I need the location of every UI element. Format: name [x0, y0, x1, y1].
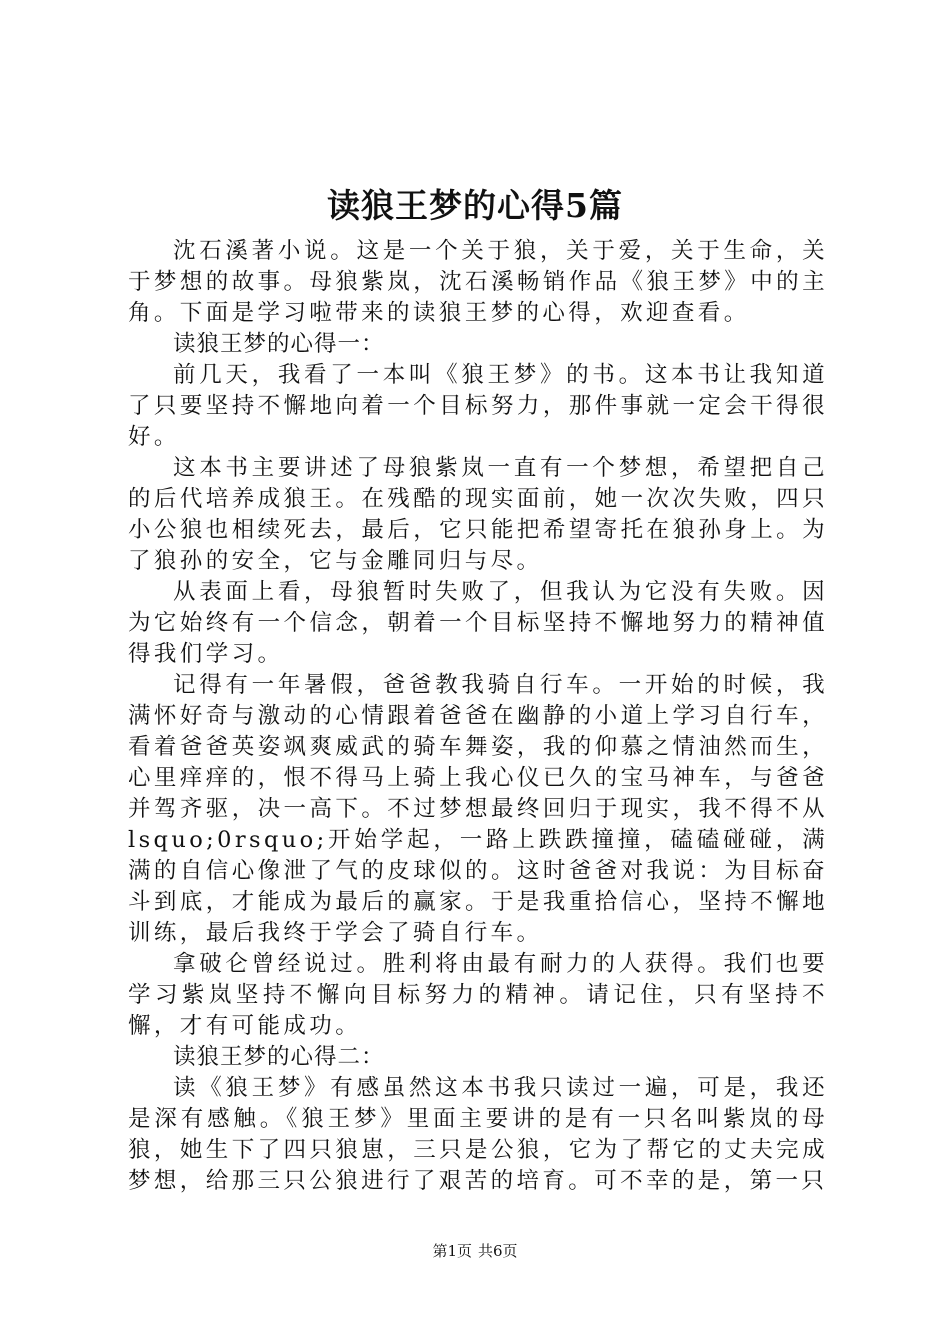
document-title: 读狼王梦的心得5篇 — [327, 186, 623, 225]
body-paragraph: 前几天，我看了一本叫《狼王梦》的书。这本书让我知道了只要坚持不懈地向着一个目标努力，那件事就一定会干得很好。 — [128, 362, 828, 450]
intro-paragraph: 沈石溪著小说。这是一个关于狼，关于爱，关于生命，关于梦想的故事。母狼紫岚，沈石溪畅销作品《狼王梦》中的主角。下面是学习啦带来的读狼王梦的心得，欢迎查看。 — [128, 238, 828, 326]
page-total: 共6页 — [478, 1242, 518, 1260]
body-paragraph: 从表面上看，母狼暂时失败了，但我认为它没有失败。因为它始终有一个信念，朝着一个目标坚持不懈地努力的精神值得我们学习。 — [128, 579, 828, 667]
document-body — [128, 236, 828, 1197]
body-paragraph: 拿破仑曾经说过。胜利将由最有耐力的人获得。我们也要学习紫岚坚持不懈向目标努力的精神。请记住，只有坚持不懈，才有可能成功。 — [128, 951, 828, 1039]
body-paragraph: 这本书主要讲述了母狼紫岚一直有一个梦想，希望把自己的后代培养成狼王。在残酷的现实面前，她一次次失败，四只小公狼也相续死去，最后，它只能把希望寄托在狼孙身上。为了狼孙的安全，它与金雕同归与尽。 — [128, 455, 828, 574]
section-heading-one: 读狼王梦的心得一： — [173, 331, 385, 357]
page-footer — [0, 1240, 950, 1262]
body-paragraph: 读《狼王梦》有感虽然这本书我只读过一遍，可是，我还是深有感触。《狼王梦》里面主要讲的是有一只名叫紫岚的母狼，她生下了四只狼崽，三只是公狼，它为了帮它的丈夫完成梦想，给那三只公狼进行了艰苦的培育。可不幸的是，第一只 — [128, 1075, 828, 1194]
body-paragraph: 记得有一年暑假，爸爸教我骑自行车。一开始的时候，我满怀好奇与激动的心情跟着爸爸在幽静的小道上学习自行车，看着爸爸英姿飒爽威武的骑车舞姿，我的仰慕之情油然而生，心里痒痒的，恨不得马上骑上我心仪已久的宝马神车，与爸爸并驾齐驱，决一高下。不过梦想最终回归于现实，我不得不从lsquo;0rsquo;开始学起，一路上跌跌撞撞，磕磕碰碰，满满的自信心像泄了气的皮球似的。这时爸爸对我说：为目标奋斗到底，才能成为最后的赢家。于是我重拾信心，坚持不懈地训练，最后我终于学会了骑自行车。 — [128, 672, 828, 946]
section-heading-two: 读狼王梦的心得二： — [173, 1044, 385, 1070]
page-number: 第1页 — [432, 1242, 472, 1260]
